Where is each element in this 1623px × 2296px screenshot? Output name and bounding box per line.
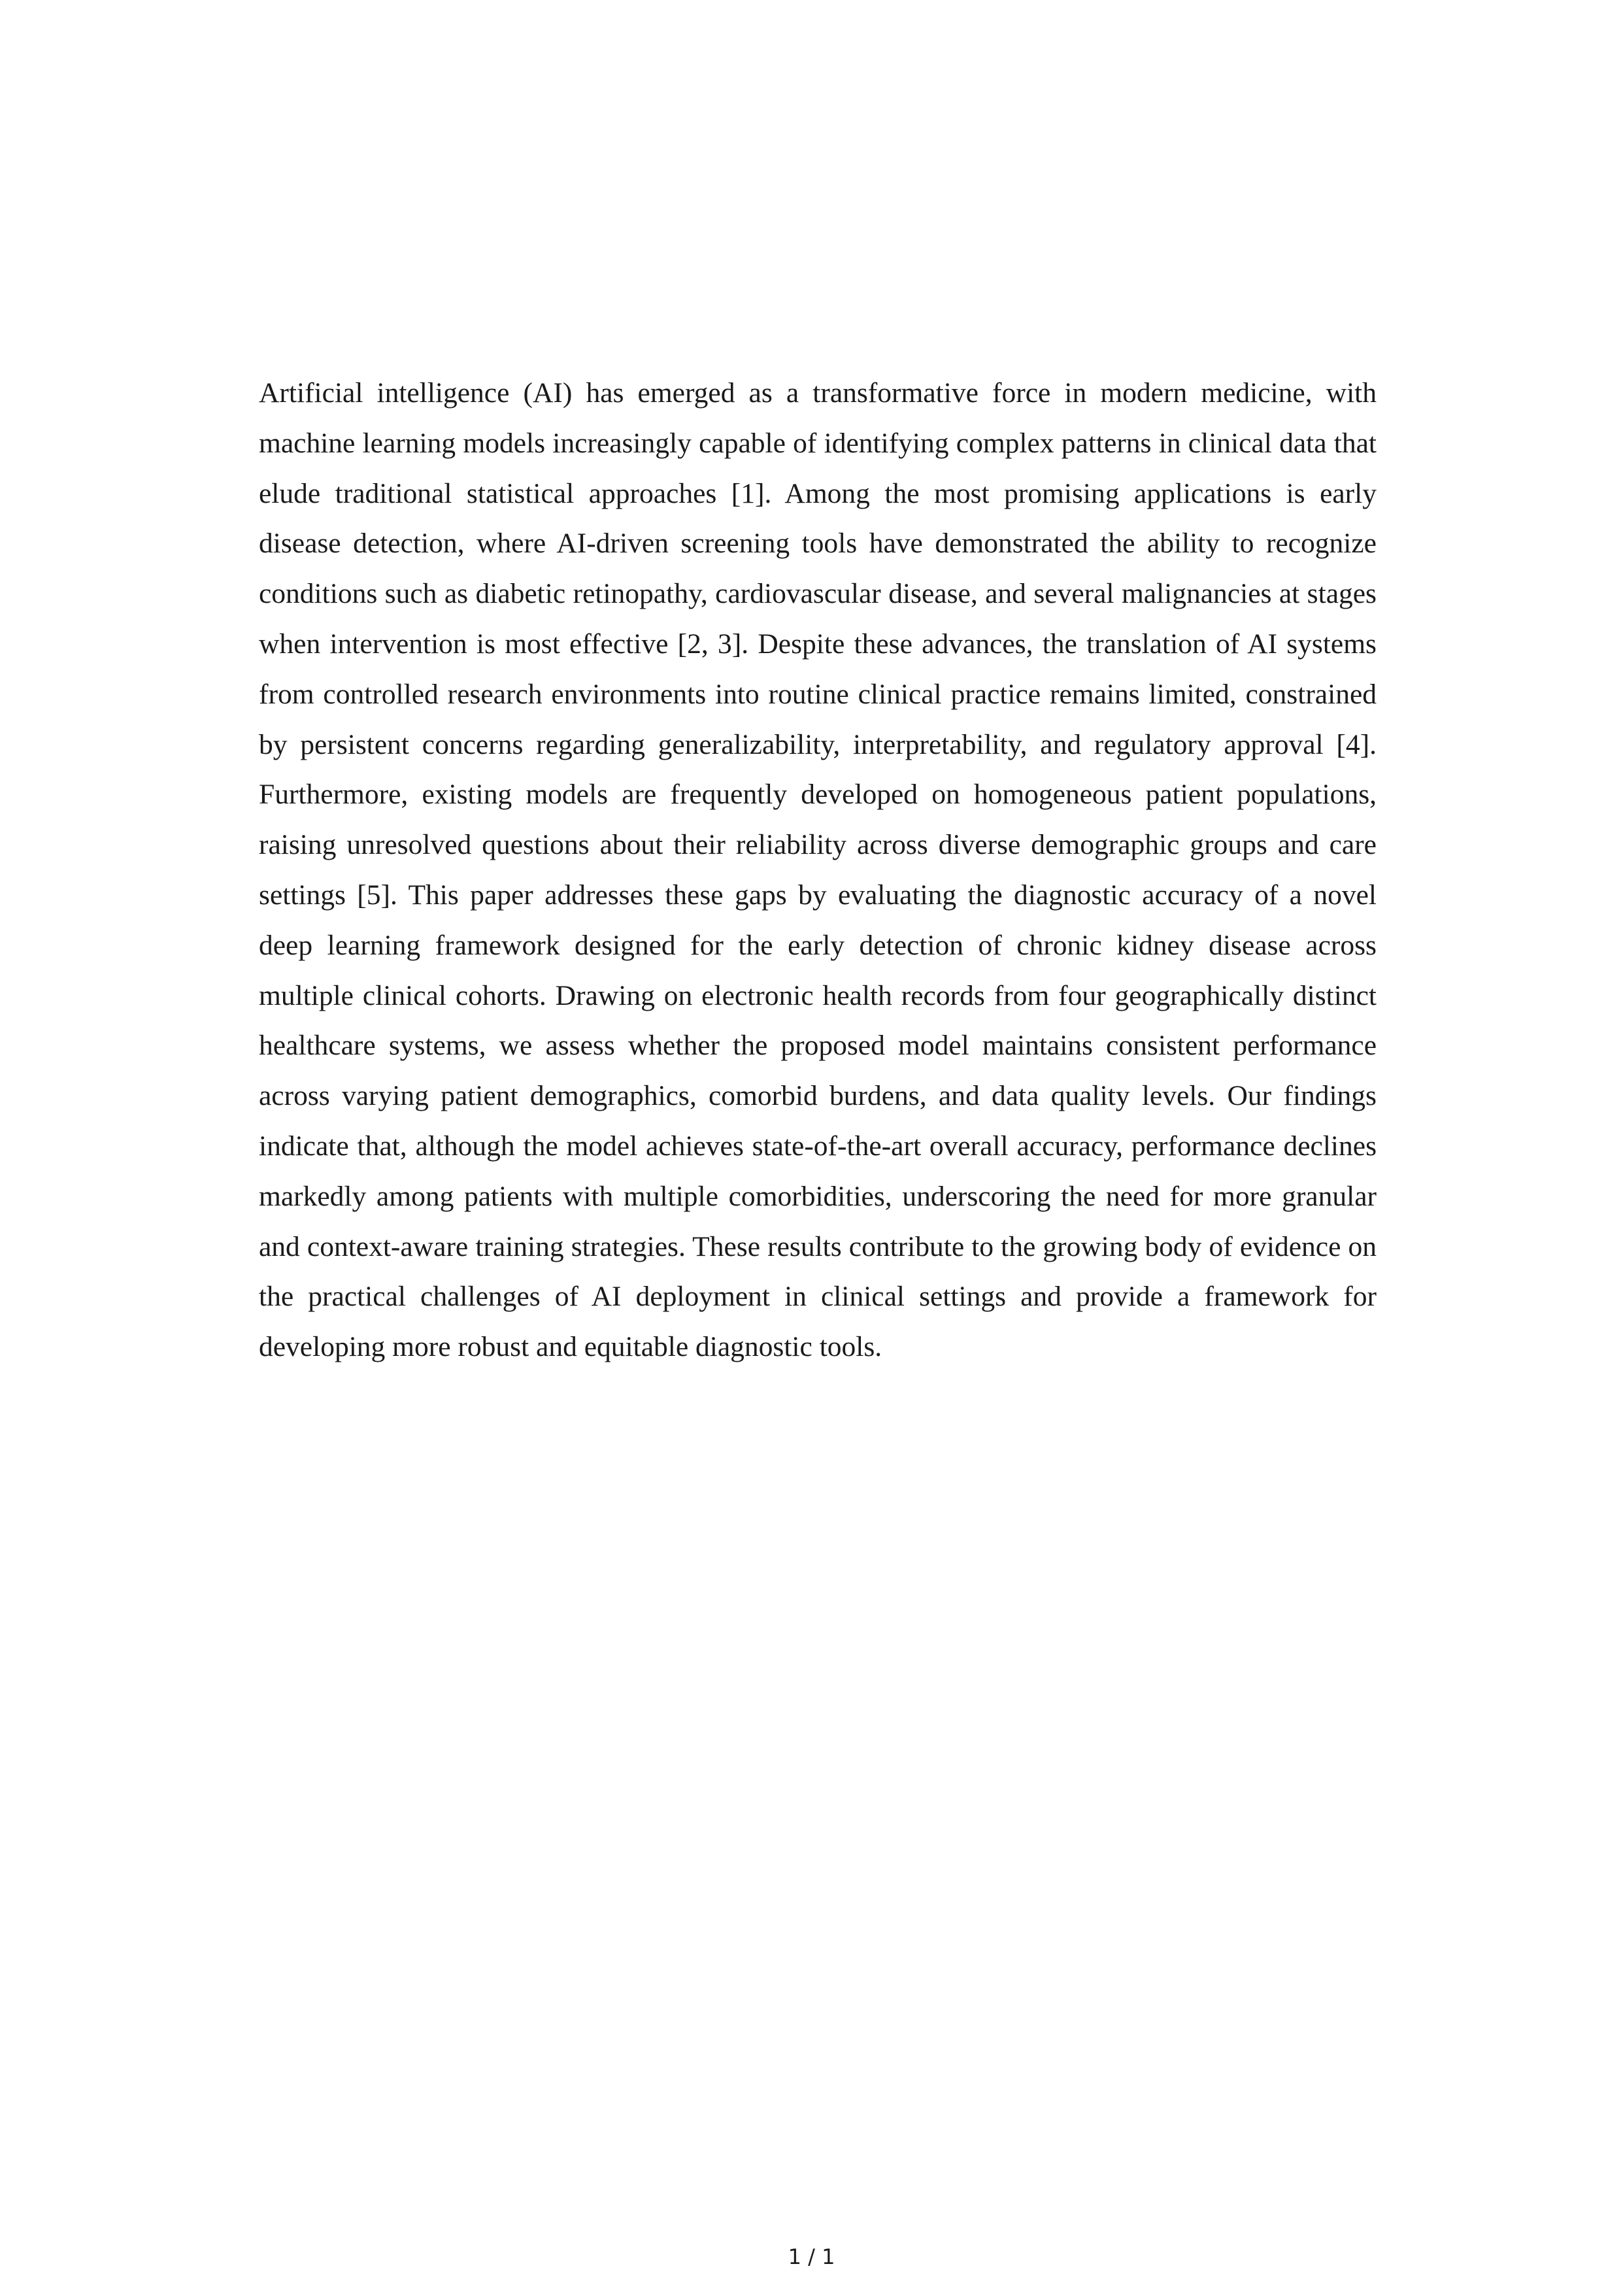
page-number: 1 / 1 bbox=[788, 2244, 835, 2269]
body-paragraph: Artificial intelligence (AI) has emerged as a transformative force in modern medicine, with machine learning models increasingly capable of identifying complex patterns in clinical data that elude traditional statistical approaches [1]. Among the most promising applications is early disease detection, where AI-driven screening tools have demonstrated the ability to recognize conditions such as diabetic retinopathy, cardiovascular disease, and several malignancies at stages when intervention is most effective [2, 3]. Despite these advances, the translation of AI systems from controlled research environments into routine clinical practice remains limited, constrained by persistent concerns regarding generalizability, interpretability, and regulatory approval [4]. Furthermore, existing models are frequently developed on homogeneous patient populations, raising unresolved questions about their reliability across diverse demographic groups and care settings [5]. This paper addresses these gaps by evaluating the diagnostic accuracy of a novel deep learning framework designed for the early detection of chronic kidney disease across multiple clinical cohorts. Drawing on electronic health records from four geographically distinct healthcare systems, we assess whether the proposed model maintains consistent performance across varying patient demographics, comorbid burdens, and data quality levels. Our findings indicate that, although the model achieves state-of-the-art overall accuracy, performance declines markedly among patients with multiple comorbidities, underscoring the need for more granular and context-aware training strategies. These results contribute to the growing body of evidence on the practical challenges of AI deployment in clinical settings and provide a framework for developing more robust and equitable diagnostic tools. bbox=[259, 377, 1377, 1363]
